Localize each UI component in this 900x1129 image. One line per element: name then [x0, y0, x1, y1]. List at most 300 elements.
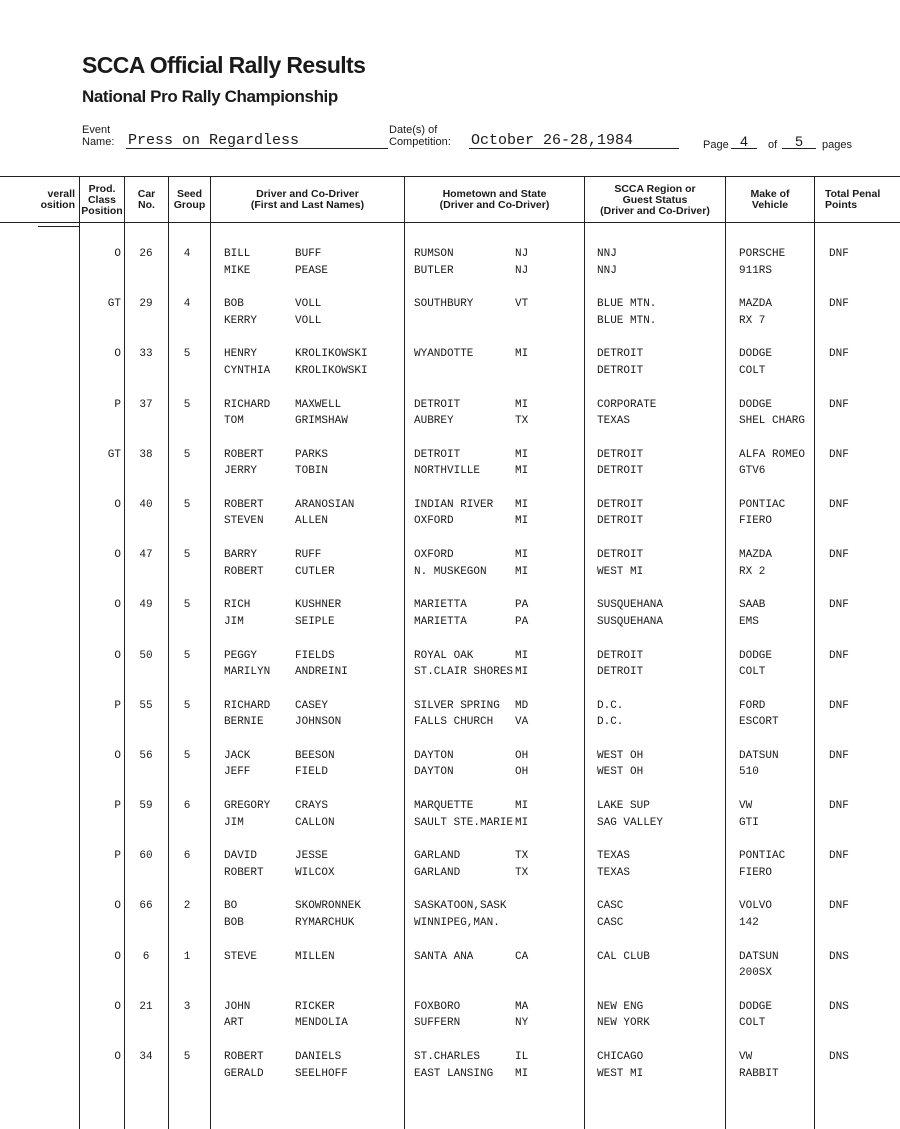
vehicle-model: 200SX: [739, 967, 773, 980]
penalty-points: DNS: [829, 1000, 849, 1013]
vehicle-model: FIERO: [739, 866, 773, 879]
seed-group: 3: [183, 1000, 191, 1013]
driver-last-name: KROLIKOWSKI: [295, 348, 368, 361]
driver-hometown: FOXBORO: [414, 1000, 461, 1013]
driver-state: MI: [515, 348, 529, 361]
event-label: Event Name:: [82, 124, 115, 148]
car-number: 38: [139, 448, 153, 461]
codriver-state: MI: [515, 816, 529, 829]
driver-first-name: ROBERT: [224, 498, 264, 511]
table-row: [0, 597, 900, 647]
seed-group: 5: [183, 549, 191, 562]
codriver-hometown: DAYTON: [414, 766, 454, 779]
codriver-first-name: BOB: [224, 916, 244, 929]
vehicle-make: ALFA ROMEO: [739, 448, 806, 461]
seed-group: 1: [183, 950, 191, 963]
driver-state: PA: [515, 599, 529, 612]
seed-group: 5: [183, 448, 191, 461]
penalty-points: DNF: [829, 699, 849, 712]
codriver-last-name: VOLL: [295, 314, 322, 327]
table-header-rule-short: [38, 226, 80, 227]
vehicle-make: PONTIAC: [739, 498, 786, 511]
class-position: O: [114, 599, 121, 612]
codriver-hometown: SUFFERN: [414, 1017, 461, 1030]
class-position: GT: [107, 448, 121, 461]
table-row: [0, 698, 900, 748]
class-position: O: [114, 348, 121, 361]
codriver-last-name: JOHNSON: [295, 716, 342, 729]
vehicle-model: RABBIT: [739, 1067, 779, 1080]
col-header-seed-group: Seed Group: [173, 188, 206, 211]
driver-state: TX: [515, 850, 529, 863]
driver-state: OH: [515, 749, 529, 762]
car-number: 34: [139, 1051, 153, 1063]
vehicle-model: ESCORT: [739, 716, 779, 729]
vehicle-model: GTI: [739, 816, 759, 829]
driver-first-name: RICH: [224, 599, 251, 612]
driver-last-name: JESSE: [295, 850, 329, 863]
codriver-hometown: SAULT STE.MARIE: [414, 816, 514, 829]
class-position: O: [114, 248, 121, 260]
seed-group: 4: [183, 298, 191, 311]
penalty-points: DNS: [829, 1051, 849, 1063]
vehicle-model: RX 7: [739, 314, 766, 327]
driver-hometown: DETROIT: [414, 398, 461, 411]
driver-last-name: MAXWELL: [295, 398, 342, 411]
table-row: [0, 798, 900, 848]
table-row: [0, 497, 900, 547]
codriver-region: SAG VALLEY: [597, 816, 664, 829]
driver-state: MD: [515, 699, 529, 712]
codriver-first-name: ROBERT: [224, 565, 264, 578]
driver-region: NNJ: [597, 248, 617, 260]
driver-hometown: SILVER SPRING: [414, 699, 500, 712]
class-position: O: [114, 1000, 121, 1013]
col-header-region: SCCA Region or Guest Status (Driver and Co-Driver): [600, 182, 710, 217]
codriver-hometown: N. MUSKEGON: [414, 565, 487, 578]
penalty-points: DNS: [829, 950, 849, 963]
vehicle-model: COLT: [739, 666, 766, 678]
codriver-state: PA: [515, 615, 529, 628]
driver-first-name: BILL: [224, 248, 251, 260]
vehicle-make: VOLVO: [739, 900, 773, 913]
driver-first-name: ROBERT: [224, 1051, 264, 1063]
driver-hometown: DAYTON: [414, 749, 454, 762]
driver-first-name: GREGORY: [224, 800, 271, 813]
driver-last-name: MILLEN: [295, 950, 335, 963]
codriver-hometown: FALLS CHURCH: [414, 716, 494, 729]
vehicle-model: EMS: [739, 615, 759, 628]
driver-first-name: STEVE: [224, 950, 258, 963]
driver-first-name: RICHARD: [224, 699, 271, 712]
codriver-state: TX: [515, 415, 529, 428]
codriver-first-name: KERRY: [224, 314, 258, 327]
driver-hometown: DETROIT: [414, 448, 461, 461]
seed-group: 5: [183, 1051, 191, 1063]
driver-region: DETROIT: [597, 348, 644, 361]
table-row: [0, 848, 900, 898]
vehicle-make: DODGE: [739, 398, 773, 411]
codriver-region: D.C.: [597, 716, 624, 729]
codriver-hometown: NORTHVILLE: [414, 465, 481, 478]
vehicle-model: COLT: [739, 364, 766, 377]
vehicle-make: DATSUN: [739, 950, 779, 963]
codriver-last-name: GRIMSHAW: [295, 415, 348, 428]
codriver-first-name: JIM: [224, 615, 244, 628]
vehicle-make: MAZDA: [739, 549, 773, 562]
penalty-points: DNF: [829, 800, 849, 813]
seed-group: 6: [183, 800, 191, 813]
col-header-class-position: Prod. Class Position: [81, 182, 123, 217]
driver-hometown: MARIETTA: [414, 599, 467, 612]
driver-hometown: SANTA ANA: [414, 950, 474, 963]
class-position: O: [114, 1051, 121, 1063]
penalty-points: DNF: [829, 749, 849, 762]
codriver-hometown: MARIETTA: [414, 615, 467, 628]
penalty-points: DNF: [829, 298, 849, 311]
driver-last-name: BEESON: [295, 749, 335, 762]
form-title: SCCA Official Rally Results: [82, 52, 366, 78]
page-total: 5: [782, 134, 816, 149]
driver-hometown: MARQUETTE: [414, 800, 474, 813]
vehicle-model: GTV6: [739, 465, 766, 478]
driver-first-name: HENRY: [224, 348, 258, 361]
vehicle-make: VW: [739, 800, 753, 813]
date-label: Date(s) of Competition:: [389, 124, 451, 148]
driver-state: MA: [515, 1000, 529, 1013]
driver-hometown: SOUTHBURY: [414, 298, 474, 311]
driver-first-name: JOHN: [224, 1000, 251, 1013]
codriver-region: DETROIT: [597, 364, 644, 377]
driver-state: MI: [515, 549, 529, 562]
driver-first-name: BO: [224, 900, 238, 913]
seed-group: 2: [183, 900, 191, 913]
codriver-state: MI: [515, 666, 529, 678]
seed-group: 4: [183, 248, 191, 260]
col-header-make: Make of Vehicle: [750, 188, 790, 211]
codriver-last-name: FIELD: [295, 766, 329, 779]
table-row: [0, 898, 900, 948]
col-header-hometown: Hometown and State (Driver and Co-Driver): [439, 188, 550, 211]
codriver-last-name: ANDREINI: [295, 666, 348, 678]
vehicle-make: DATSUN: [739, 749, 779, 762]
vehicle-make: SAAB: [739, 599, 766, 612]
codriver-region: CASC: [597, 916, 624, 929]
driver-state: MI: [515, 498, 529, 511]
codriver-last-name: WILCOX: [295, 866, 335, 879]
driver-region: DETROIT: [597, 649, 644, 662]
table-row: [0, 346, 900, 396]
codriver-state: NJ: [515, 264, 529, 277]
vehicle-make: DODGE: [739, 1000, 773, 1013]
class-position: P: [114, 699, 121, 712]
codriver-state: MI: [515, 465, 529, 478]
vehicle-make: FORD: [739, 699, 766, 712]
codriver-region: NNJ: [597, 264, 617, 277]
col-header-driver: Driver and Co-Driver (First and Last Names): [250, 188, 365, 211]
vehicle-make: MAZDA: [739, 298, 773, 311]
driver-last-name: PARKS: [295, 448, 329, 461]
codriver-region: DETROIT: [597, 515, 644, 528]
driver-state: NJ: [515, 248, 529, 260]
col-header-overall-position: verall osition: [40, 188, 75, 211]
codriver-state: VA: [515, 716, 529, 729]
class-position: O: [114, 549, 121, 562]
class-position: P: [114, 800, 121, 813]
col-header-penalty-points: Total Penal Points: [825, 188, 881, 211]
driver-last-name: RUFF: [295, 549, 322, 562]
vehicle-make: DODGE: [739, 649, 773, 662]
codriver-hometown: GARLAND: [414, 866, 461, 879]
car-number: 33: [139, 348, 153, 361]
driver-region: CHICAGO: [597, 1051, 644, 1063]
driver-first-name: RICHARD: [224, 398, 271, 411]
driver-region: DETROIT: [597, 448, 644, 461]
codriver-region: NEW YORK: [597, 1017, 650, 1030]
penalty-points: DNF: [829, 549, 849, 562]
codriver-first-name: STEVEN: [224, 515, 264, 528]
codriver-first-name: GERALD: [224, 1067, 264, 1080]
driver-last-name: KUSHNER: [295, 599, 342, 612]
car-number: 37: [139, 398, 153, 411]
codriver-first-name: JERRY: [224, 465, 258, 478]
table-row: [0, 447, 900, 497]
driver-last-name: VOLL: [295, 298, 322, 311]
car-number: 59: [139, 800, 153, 813]
car-number: 40: [139, 498, 153, 511]
codriver-first-name: TOM: [224, 415, 244, 428]
driver-hometown: ST.CHARLES: [414, 1051, 481, 1063]
table-row: [0, 397, 900, 447]
driver-region: BLUE MTN.: [597, 298, 657, 311]
codriver-hometown: OXFORD: [414, 515, 454, 528]
driver-last-name: FIELDS: [295, 649, 335, 662]
seed-group: 5: [183, 649, 191, 662]
table-top-rule: [0, 176, 900, 177]
seed-group: 5: [183, 348, 191, 361]
vehicle-model: 142: [739, 916, 759, 929]
vehicle-make: PORSCHE: [739, 248, 786, 260]
driver-hometown: RUMSON: [414, 248, 454, 260]
car-number: 21: [139, 1000, 153, 1013]
event-name-field: Press on Regardless: [126, 133, 388, 149]
car-number: 26: [139, 248, 153, 260]
car-number: 55: [139, 699, 153, 712]
driver-last-name: ARANOSIAN: [295, 498, 355, 511]
driver-region: DETROIT: [597, 549, 644, 562]
car-number: 29: [139, 298, 153, 311]
codriver-region: SUSQUEHANA: [597, 615, 664, 628]
class-position: P: [114, 850, 121, 863]
driver-first-name: PEGGY: [224, 649, 258, 662]
codriver-region: WEST OH: [597, 766, 644, 779]
driver-state: MI: [515, 448, 529, 461]
table-row: [0, 1049, 900, 1099]
codriver-last-name: RYMARCHUK: [295, 916, 355, 929]
vehicle-model: FIERO: [739, 515, 773, 528]
codriver-hometown: EAST LANSING: [414, 1067, 494, 1080]
codriver-last-name: SEIPLE: [295, 615, 335, 628]
penalty-points: DNF: [829, 498, 849, 511]
page-number: 4: [731, 134, 757, 149]
class-position: O: [114, 649, 121, 662]
codriver-hometown: AUBREY: [414, 415, 454, 428]
table-row: [0, 547, 900, 597]
penalty-points: DNF: [829, 448, 849, 461]
penalty-points: DNF: [829, 900, 849, 913]
driver-state: IL: [515, 1051, 529, 1063]
car-number: 49: [139, 599, 153, 612]
codriver-hometown: WINNIPEG,MAN.: [414, 916, 500, 929]
codriver-region: DETROIT: [597, 666, 644, 678]
vehicle-make: VW: [739, 1051, 753, 1063]
vehicle-make: PONTIAC: [739, 850, 786, 863]
of-label: of: [768, 139, 778, 151]
car-number: 60: [139, 850, 153, 863]
car-number: 6: [142, 950, 150, 963]
driver-first-name: ROBERT: [224, 448, 264, 461]
driver-state: MI: [515, 800, 529, 813]
driver-last-name: SKOWRONNEK: [295, 900, 362, 913]
codriver-region: DETROIT: [597, 465, 644, 478]
codriver-region: WEST MI: [597, 565, 644, 578]
driver-last-name: CRAYS: [295, 800, 329, 813]
codriver-last-name: MENDOLIA: [295, 1017, 348, 1030]
codriver-last-name: PEASE: [295, 264, 329, 277]
codriver-region: TEXAS: [597, 866, 631, 879]
form-subtitle: National Pro Rally Championship: [82, 87, 338, 106]
seed-group: 5: [183, 749, 191, 762]
codriver-last-name: CUTLER: [295, 565, 335, 578]
penalty-points: DNF: [829, 649, 849, 662]
class-position: O: [114, 950, 121, 963]
seed-group: 5: [183, 699, 191, 712]
driver-region: CASC: [597, 900, 624, 913]
codriver-first-name: ART: [224, 1017, 244, 1030]
driver-state: VT: [515, 298, 529, 311]
seed-group: 5: [183, 599, 191, 612]
codriver-last-name: ALLEN: [295, 515, 329, 528]
driver-region: DETROIT: [597, 498, 644, 511]
vehicle-model: COLT: [739, 1017, 766, 1030]
codriver-last-name: TOBIN: [295, 465, 329, 478]
codriver-first-name: JEFF: [224, 766, 251, 779]
table-row: [0, 949, 900, 999]
driver-hometown: WYANDOTTE: [414, 348, 474, 361]
penalty-points: DNF: [829, 398, 849, 411]
penalty-points: DNF: [829, 248, 849, 260]
class-position: O: [114, 900, 121, 913]
driver-hometown: INDIAN RIVER: [414, 498, 494, 511]
class-position: P: [114, 398, 121, 411]
date-field: October 26-28,1984: [469, 133, 679, 149]
vehicle-model: RX 2: [739, 565, 766, 578]
codriver-state: TX: [515, 866, 529, 879]
car-number: 66: [139, 900, 153, 913]
driver-region: CAL CLUB: [597, 950, 650, 963]
vehicle-model: SHEL CHARG: [739, 415, 806, 428]
driver-hometown: OXFORD: [414, 549, 454, 562]
codriver-first-name: BERNIE: [224, 716, 264, 729]
driver-region: D.C.: [597, 699, 624, 712]
table-row: [0, 246, 900, 296]
codriver-region: BLUE MTN.: [597, 314, 657, 327]
pages-label: pages: [822, 139, 852, 151]
codriver-last-name: KROLIKOWSKI: [295, 364, 368, 377]
car-number: 56: [139, 749, 153, 762]
codriver-hometown: BUTLER: [414, 264, 454, 277]
table-header-rule: [0, 222, 900, 223]
codriver-last-name: SEELHOFF: [295, 1067, 348, 1080]
codriver-first-name: MARILYN: [224, 666, 271, 678]
codriver-first-name: MIKE: [224, 264, 251, 277]
table-row: [0, 648, 900, 698]
vehicle-model: 911RS: [739, 264, 773, 277]
codriver-first-name: CYNTHIA: [224, 364, 271, 377]
driver-region: SUSQUEHANA: [597, 599, 664, 612]
driver-region: CORPORATE: [597, 398, 657, 411]
driver-region: LAKE SUP: [597, 800, 650, 813]
codriver-state: OH: [515, 766, 529, 779]
codriver-state: MI: [515, 515, 529, 528]
vehicle-make: DODGE: [739, 348, 773, 361]
vehicle-model: 510: [739, 766, 759, 779]
driver-state: MI: [515, 649, 529, 662]
penalty-points: DNF: [829, 348, 849, 361]
penalty-points: DNF: [829, 850, 849, 863]
table-row: [0, 999, 900, 1049]
driver-last-name: BUFF: [295, 248, 322, 260]
class-position: GT: [107, 298, 121, 311]
driver-first-name: DAVID: [224, 850, 258, 863]
table-row: [0, 748, 900, 798]
codriver-region: WEST MI: [597, 1067, 644, 1080]
codriver-state: MI: [515, 1067, 529, 1080]
codriver-region: TEXAS: [597, 415, 631, 428]
codriver-state: MI: [515, 565, 529, 578]
driver-state: CA: [515, 950, 529, 963]
car-number: 50: [139, 649, 153, 662]
page-label: Page: [703, 139, 729, 151]
penalty-points: DNF: [829, 599, 849, 612]
driver-region: WEST OH: [597, 749, 644, 762]
col-header-car-no: Car No.: [137, 188, 156, 211]
codriver-last-name: CALLON: [295, 816, 335, 829]
codriver-first-name: ROBERT: [224, 866, 264, 879]
seed-group: 5: [183, 498, 191, 511]
driver-region: NEW ENG: [597, 1000, 644, 1013]
table-row: [0, 296, 900, 346]
driver-region: TEXAS: [597, 850, 631, 863]
driver-last-name: DANIELS: [295, 1051, 342, 1063]
driver-last-name: RICKER: [295, 1000, 335, 1013]
seed-group: 6: [183, 850, 191, 863]
driver-last-name: CASEY: [295, 699, 329, 712]
driver-hometown: ROYAL OAK: [414, 649, 474, 662]
class-position: O: [114, 498, 121, 511]
driver-state: MI: [515, 398, 529, 411]
results-table-body: [0, 246, 900, 1099]
codriver-hometown: ST.CLAIR SHORES: [414, 666, 514, 678]
driver-hometown: GARLAND: [414, 850, 461, 863]
car-number: 47: [139, 549, 153, 562]
driver-hometown: SASKATOON,SASK: [414, 900, 507, 913]
driver-first-name: JACK: [224, 749, 251, 762]
codriver-state: NY: [515, 1017, 529, 1030]
codriver-first-name: JIM: [224, 816, 244, 829]
driver-first-name: BOB: [224, 298, 244, 311]
class-position: O: [114, 749, 121, 762]
